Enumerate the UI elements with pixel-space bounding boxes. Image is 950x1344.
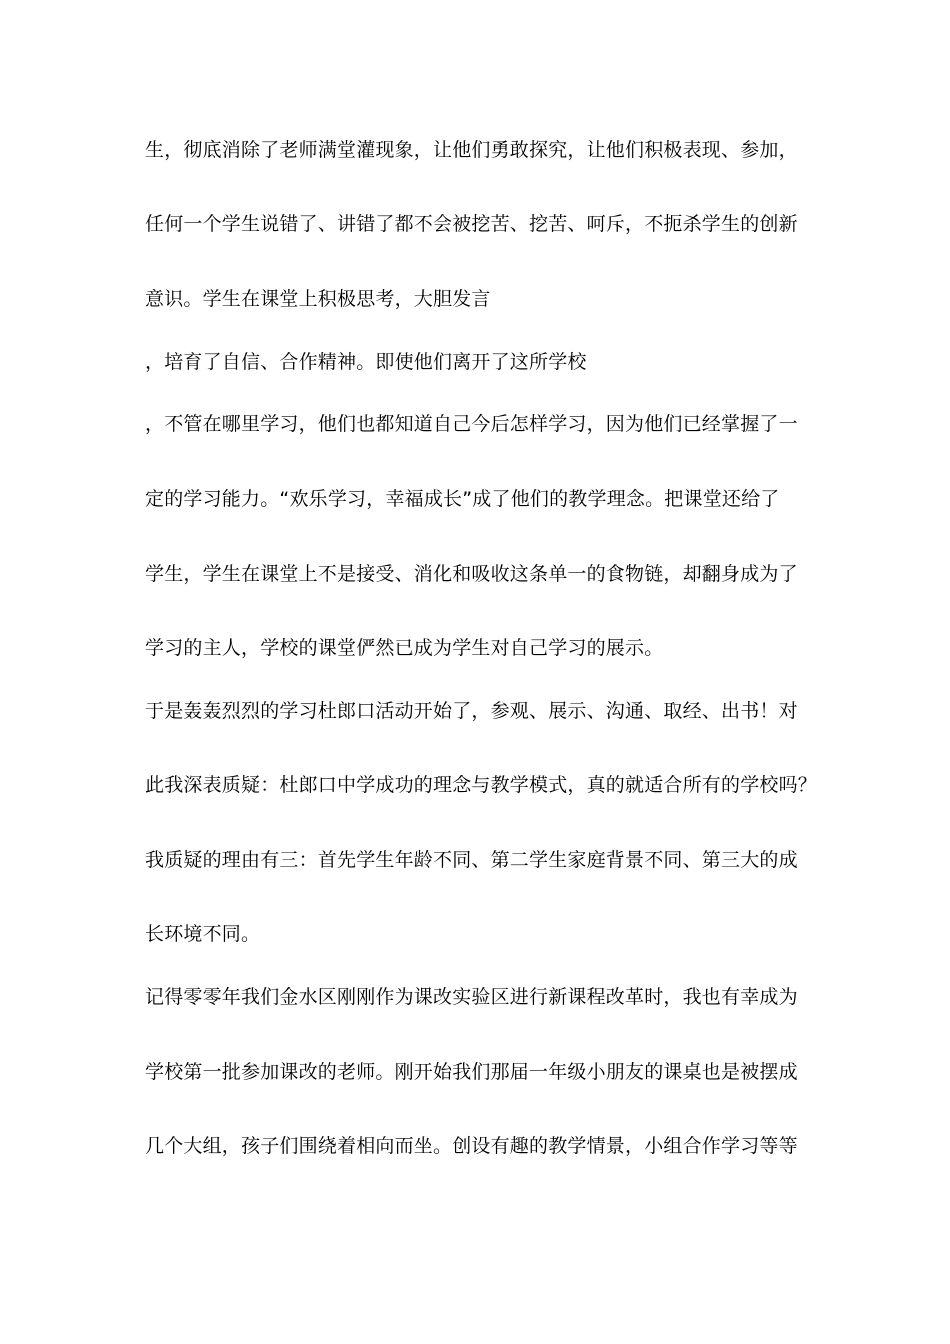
text-line-7: 学生，学生在课堂上不是接受、消化和吸收这条单一的食物链，却翻身成为了 xyxy=(145,563,798,585)
text-line-9: 于是轰轰烈烈的学习杜郎口活动开始了，参观、展示、沟通、取经、出书！对 xyxy=(145,700,798,722)
text-line-1: 生，彻底消除了老师满堂灌现象，让他们勇敢探究，让他们积极表现、参加， xyxy=(145,139,798,161)
text-line-8: 学习的主人，学校的课堂俨然已成为学生对自己学习的展示。 xyxy=(145,637,664,659)
text-line-10: 此我深表质疑：杜郎口中学成功的理念与教学模式，真的就适合所有的学校吗？ xyxy=(145,774,818,796)
text-line-14: 学校第一批参加课改的老师。刚开始我们那届一年级小朋友的课桌也是被摆成 xyxy=(145,1061,798,1083)
text-line-2: 任何一个学生说错了、讲错了都不会被挖苦、挖苦、呵斥，不扼杀学生的创新 xyxy=(145,213,798,235)
text-line-4: ，培育了自信、合作精神。即使他们离开了这所学校 xyxy=(145,351,587,373)
text-line-11: 我质疑的理由有三：首先学生年龄不同、第二学生家庭背景不同、第三大的成 xyxy=(145,849,798,871)
text-line-13: 记得零零年我们金水区刚刚作为课改实验区进行新课程改革时，我也有幸成为 xyxy=(145,986,798,1008)
text-line-3: 意识。学生在课堂上积极思考，大胆发言 xyxy=(145,288,491,310)
text-line-6: 定的学习能力。“欢乐学习，幸福成长”成了他们的教学理念。把课堂还给了 xyxy=(145,488,780,510)
text-line-5: ，不管在哪里学习，他们也都知道自己今后怎样学习，因为他们已经掌握了一 xyxy=(145,413,798,435)
text-line-12: 长环境不同。 xyxy=(145,923,261,945)
text-line-15: 几个大组，孩子们围绕着相向而坐。创设有趣的教学情景，小组合作学习等等 xyxy=(145,1135,798,1157)
